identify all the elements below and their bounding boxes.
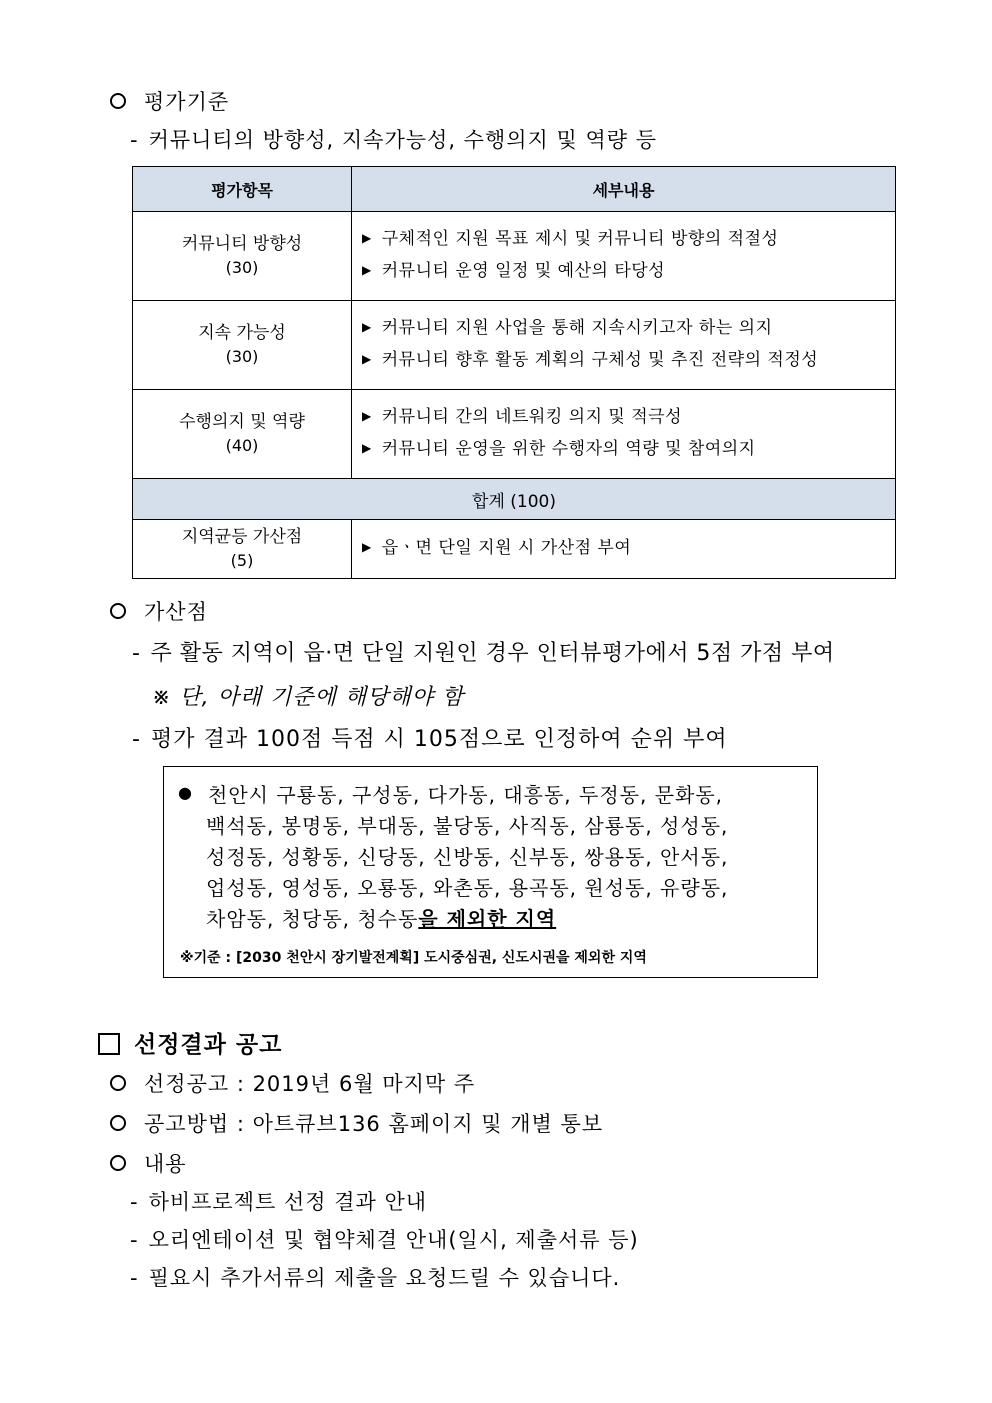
bonus-line-2-text: 평가 결과 100점 득점 시 105점으로 인정하여 순위 부여 bbox=[150, 727, 728, 752]
triangle-right-icon: ▶ bbox=[362, 441, 372, 455]
detail-line bbox=[362, 224, 895, 256]
detail-cell bbox=[352, 301, 896, 390]
table-row bbox=[133, 301, 896, 390]
detail-line bbox=[362, 402, 895, 434]
criteria-heading-line bbox=[110, 86, 229, 116]
detail-text: 커뮤니티 간의 네트워킹 의지 및 적극성 bbox=[381, 407, 683, 427]
item-cell bbox=[133, 390, 352, 479]
content-heading-line bbox=[110, 1148, 187, 1178]
region-line: 업성동, 영성동, 오룡동, 와촌동, 용곡동, 원성동, 유량동, bbox=[206, 876, 729, 900]
detail-text: 읍ㆍ면 단일 지원 시 가산점 부여 bbox=[381, 538, 632, 558]
announcement-method: 공고방법 : 아트큐브136 홈페이지 및 개별 통보 bbox=[144, 1112, 604, 1136]
item-score: (40) bbox=[225, 436, 259, 455]
item-cell bbox=[133, 212, 352, 301]
triangle-right-icon: ▶ bbox=[362, 352, 372, 366]
list-item: - 오리엔테이션 및 협약체결 안내(일시, 제출서류 등) bbox=[130, 1228, 639, 1252]
table-header-row bbox=[133, 167, 896, 212]
criteria-subtitle-line: - 커뮤니티의 방향성, 지속가능성, 수행의지 및 역량 등 bbox=[130, 128, 657, 152]
region-line: 성정동, 성황동, 신당동, 신방동, 신부동, 쌍용동, 안서동, bbox=[206, 845, 729, 869]
list-item-text: 하비프로젝트 선정 결과 안내 bbox=[148, 1190, 428, 1214]
circle-bullet-icon bbox=[110, 1075, 126, 1091]
detail-line bbox=[362, 256, 895, 288]
list-item: - 하비프로젝트 선정 결과 안내 bbox=[130, 1190, 428, 1214]
list-item: - 필요시 추가서류의 제출을 요청드릴 수 있습니다. bbox=[130, 1266, 621, 1290]
item-name: 커뮤니티 방향성 bbox=[181, 234, 303, 254]
region-line: 천안시 구룡동, 구성동, 다가동, 대흥동, 두정동, 문화동, bbox=[208, 783, 724, 807]
list-item-text: 오리엔테이션 및 협약체결 안내(일시, 제출서류 등) bbox=[148, 1228, 639, 1252]
detail-line bbox=[362, 345, 895, 377]
list-item-text: 필요시 추가서류의 제출을 요청드릴 수 있습니다. bbox=[148, 1266, 621, 1290]
item-score: (30) bbox=[225, 258, 259, 277]
square-bullet-icon bbox=[98, 1033, 120, 1055]
item-cell bbox=[133, 520, 352, 579]
triangle-right-icon: ▶ bbox=[362, 231, 372, 245]
item-name: 지속 가능성 bbox=[198, 323, 286, 343]
bonus-heading-line bbox=[110, 596, 208, 626]
circle-bullet-icon bbox=[110, 603, 126, 619]
region-footnote: ※기준 : [2030 천안시 장기발전계획] 도시중심권, 신도시권을 제외한 지역 bbox=[180, 950, 647, 966]
table-row bbox=[133, 212, 896, 301]
announcement-heading: 선정결과 공고 bbox=[134, 1031, 283, 1058]
region-exclusion-emphasis: 을 제외한 지역 bbox=[418, 907, 557, 931]
detail-text: 커뮤니티 운영을 위한 수행자의 역량 및 참여의지 bbox=[381, 439, 756, 459]
detail-cell bbox=[352, 520, 896, 579]
detail-line bbox=[362, 533, 895, 565]
triangle-right-icon: ▶ bbox=[362, 263, 372, 277]
bonus-heading: 가산점 bbox=[144, 600, 208, 624]
announcement-date-line bbox=[110, 1068, 475, 1098]
bonus-line-1-text: 주 활동 지역이 읍·면 단일 지원인 경우 인터뷰평가에서 5점 가점 부여 bbox=[150, 641, 835, 666]
announcement-heading-line bbox=[98, 1026, 282, 1059]
item-name: 지역균등 가산점 bbox=[181, 527, 303, 547]
item-cell bbox=[133, 301, 352, 390]
evaluation-table bbox=[132, 166, 896, 579]
region-line-last bbox=[206, 903, 556, 932]
announcement-date: 선정공고 : 2019년 6월 마지막 주 bbox=[144, 1072, 476, 1096]
circle-bullet-icon bbox=[110, 93, 126, 109]
detail-cell bbox=[352, 390, 896, 479]
region-line: 백석동, 봉명동, 부대동, 불당동, 사직동, 삼룡동, 성성동, bbox=[206, 814, 729, 838]
triangle-right-icon: ▶ bbox=[362, 540, 372, 554]
item-name: 수행의지 및 역량 bbox=[179, 412, 305, 432]
detail-text: 커뮤니티 운영 일정 및 예산의 타당성 bbox=[381, 261, 666, 281]
circle-bullet-icon bbox=[110, 1115, 126, 1131]
bonus-line-2: - 평가 결과 100점 득점 시 105점으로 인정하여 순위 부여 bbox=[132, 727, 728, 752]
detail-line bbox=[362, 313, 895, 345]
criteria-subtitle: 커뮤니티의 방향성, 지속가능성, 수행의지 및 역량 등 bbox=[148, 128, 657, 152]
sum-row bbox=[133, 479, 896, 520]
content-heading: 내용 bbox=[144, 1152, 187, 1176]
detail-line bbox=[362, 434, 895, 466]
detail-text: 구체적인 지원 목표 제시 및 커뮤니티 방향의 적절성 bbox=[381, 229, 779, 249]
bonus-line-1: - 주 활동 지역이 읍·면 단일 지원인 경우 인터뷰평가에서 5점 가점 부여 bbox=[132, 641, 835, 666]
triangle-right-icon: ▶ bbox=[362, 409, 372, 423]
table-row bbox=[133, 390, 896, 479]
detail-text: 커뮤니티 향후 활동 계획의 구체성 및 추진 전략의 적정성 bbox=[381, 350, 819, 370]
criteria-heading: 평가기준 bbox=[144, 90, 230, 114]
bonus-note: ※ 단, 아래 기준에 해당해야 함 bbox=[152, 685, 465, 710]
detail-text: 커뮤니티 지원 사업을 통해 지속시키고자 하는 의지 bbox=[381, 318, 773, 338]
region-box bbox=[163, 766, 818, 978]
table-row bbox=[133, 520, 896, 579]
sum-cell: 합계 (100) bbox=[133, 479, 896, 520]
announcement-method-line bbox=[110, 1108, 603, 1138]
item-score: (5) bbox=[230, 551, 254, 570]
detail-cell bbox=[352, 212, 896, 301]
item-score: (30) bbox=[225, 347, 259, 366]
header-item: 평가항목 bbox=[133, 167, 352, 212]
region-last-prefix: 차암동, 청당동, 청수동 bbox=[206, 907, 419, 931]
circle-bullet-icon bbox=[110, 1155, 126, 1171]
header-detail: 세부내용 bbox=[352, 167, 896, 212]
bullet-dot-icon: ● bbox=[178, 783, 192, 802]
triangle-right-icon: ▶ bbox=[362, 320, 372, 334]
